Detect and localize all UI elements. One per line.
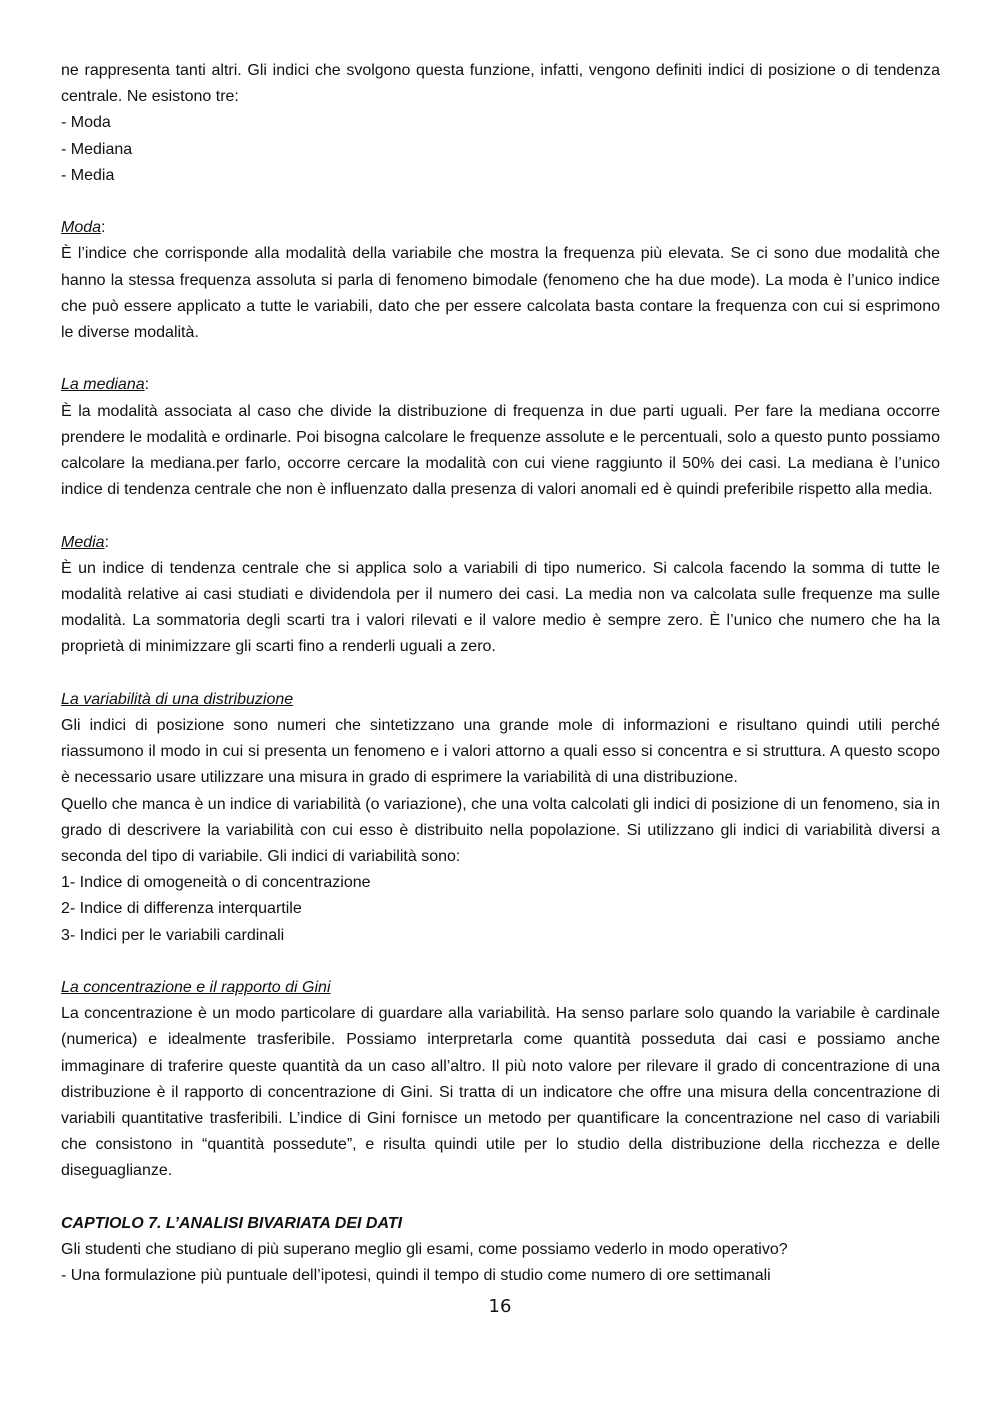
section-heading-variabilita [61,687,940,713]
heading-text: Media [61,533,105,551]
heading-text: La mediana [61,376,145,394]
list-item: - Una formulazione più puntuale dell’ipotesi, quindi il tempo di studio come numero di ore settimanali [61,1267,771,1285]
section-heading-media [61,530,940,556]
heading-text: Moda [61,219,102,237]
page-number: 16 [488,1296,512,1317]
section-heading-moda [61,215,940,241]
heading-colon: : [144,376,150,394]
heading-text: La concentrazione e il rapporto di Gini [61,979,331,997]
paragraph-variabilita-1: Gli indici di posizione sono numeri che sintetizzano una grande mole di informazioni e risultano quindi utili perché riassumono il modo in cui si presenta un fenomeno e i valori attorno a quali esso si concentra e si struttura. A questo scopo è necessario usare utilizzare una misura in grado di esprimere la variabilità di una distribuzione. [61,717,940,787]
chapter-title: CAPTIOLO 7. L’ANALISI BIVARIATA DEI DATI [61,1214,403,1232]
list-item: - Mediana [61,140,133,158]
paragraph-gini: La concentrazione è un modo particolare di guardare alla variabilità. Ha senso parlare solo quando la variabile è cardinale (numerica) e idealmente trasferibile. Possiamo interpretarla come quantità posseduta dai casi e possiamo anche immaginare di traferire queste quantità da un caso all’altro. Il più noto valore per rilevare il grado di concentrazione di una distribuzione è il rapporto di concentrazione di Gini. Si tratta di un indicatore che offre una misura della concentrazione di variabili quantitative trasferibili. L’indice di Gini fornisce un metodo per quantificare la concentrazione nel caso di variabili che consistono in “quantità possedute”, e risulta quindi utile per lo studio della distribuzione della ricchezza e delle diseguaglianze. [61,1005,940,1180]
heading-colon: : [104,533,110,551]
list-item: 2- Indice di differenza interquartile [61,900,302,918]
intro-paragraph: ne rappresenta tanti altri. Gli indici che svolgono questa funzione, infatti, vengono definiti indici di posizione o di tendenza centrale. Ne esistono tre: [61,62,940,106]
section-heading-gini [61,975,940,1001]
list-item: - Moda [61,114,111,132]
heading-text: La variabilità di una distribuzione [61,690,294,708]
heading-colon: : [101,219,106,237]
paragraph-variabilita-2: Quello che manca è un indice di variabilità (o variazione), che una volta calcolati gli indici di posizione di un fenomeno, sia in grado di descrivere la variabilità con cui esso è distribuito nella popolazione. Si utilizzano gli indici di variabilità diversi a seconda del tipo di variabile. Gli indici di variabilità sono: [61,795,940,866]
list-item: 3- Indici per le variabili cardinali [61,926,285,944]
chapter-intro: Gli studenti che studiano di più superano meglio gli esami, come possiamo vederlo in modo operativo? [61,1241,788,1259]
paragraph-moda: È l’indice che corrisponde alla modalità della variabile che mostra la frequenza più elevata. Se ci sono due modalità che hanno la stessa frequenza assoluta si parla di fenomeno bimodale (fenomeno che ha due mode). La moda è l’unico indice che può essere applicato a tutte le variabili, dato che per essere calcolata basta contare la frequenza con cui si esprimono le diverse modalità. [61,245,940,342]
list-item: - Media [61,166,115,184]
paragraph-mediana: È la modalità associata al caso che divide la distribuzione di frequenza in due parti uguali. Per fare la mediana occorre prendere le modalità e ordinarle. Poi bisogna calcolare le frequenze assolute e le percentuali, solo a questo punto possiamo calcolare la mediana.per farlo, occorre cercare la modalità con cui viene raggiunto il 50% dei casi. La mediana è l’unico indice di tendenza centrale che non è influenzato dalla presenza di valori anomali ed è quindi preferibile rispetto alla media. [61,402,940,499]
document-page [61,58,940,1289]
list-item: 1- Indice di omogeneità o di concentrazione [61,874,371,892]
paragraph-media: È un indice di tendenza centrale che si applica solo a variabili di tipo numerico. Si calcola facendo la somma di tutte le modalità relative ai casi studiati e dividendola per il numero dei casi. La media non va calcolata sulle frequenze ma sulle modalità. La sommatoria degli scarti tra i valori rilevati e il valore medio è sempre zero. È l’unico che numero che ha la proprietà di minimizzare gli scarti fino a renderli uguali a zero. [61,559,940,656]
section-heading-mediana [61,372,940,398]
